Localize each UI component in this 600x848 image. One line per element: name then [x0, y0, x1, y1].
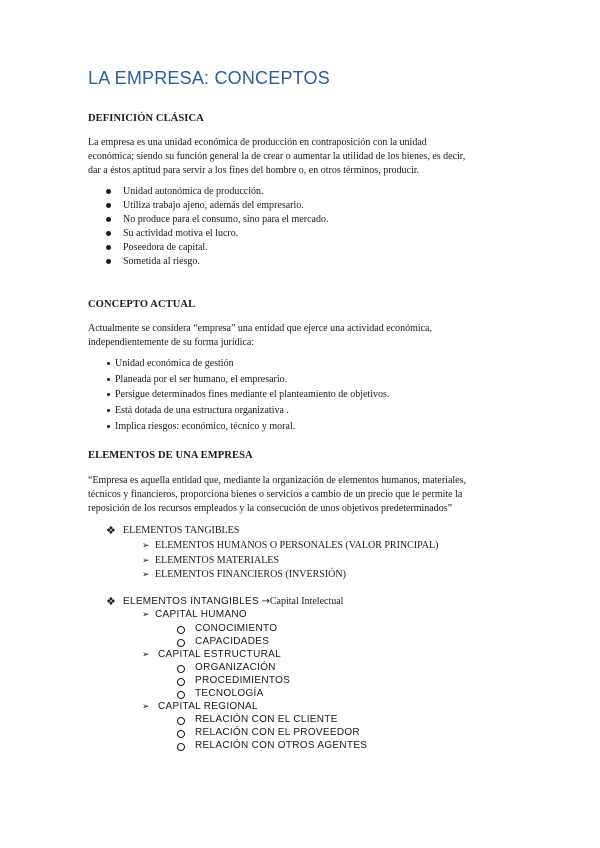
bullet-icon [106, 189, 111, 194]
list-item-text: Implica riesgos: económico, técnico y moral. [115, 421, 296, 432]
list-item-text: Su actividad motiva el lucro. [123, 228, 239, 239]
list-item-text: No produce para el consumo, sino para el mercado. [123, 214, 329, 225]
paragraph-line: La empresa es una unidad económica de producción en contraposición con la unidad [88, 137, 427, 148]
circle-bullet-icon [177, 741, 185, 752]
list-item-text: PROCEDIMIENTOS [195, 675, 291, 686]
bullet-icon [106, 259, 111, 264]
group-label: CAPITAL ESTRUCTURAL [158, 649, 281, 660]
list-item-text: ELEMENTOS MATERIALES [155, 555, 279, 566]
tangibles-label: ELEMENTOS TANGIBLES [123, 525, 240, 536]
list-item [107, 374, 110, 385]
list-item [107, 405, 110, 416]
list-item [106, 186, 111, 197]
bullet-icon [106, 203, 111, 208]
list-item [107, 358, 110, 369]
list-item-text: RELACIÓN CON EL PROVEEDOR [195, 727, 360, 738]
circle-bullet-icon [177, 715, 185, 726]
intangibles-note: Capital Intelectual [269, 596, 344, 607]
diamond-bullet-icon: ❖ [106, 596, 116, 608]
section-heading-concepto: CONCEPTO ACTUAL [88, 299, 196, 310]
bullet-icon [106, 231, 111, 236]
list-item-text: TECNOLOGÍA [195, 688, 264, 699]
bullet-icon [107, 378, 110, 381]
arrow-bullet-icon: ➢ [142, 556, 150, 566]
circle-bullet-icon [177, 637, 185, 648]
list-item-text: ORGANIZACIÓN [195, 662, 276, 673]
paragraph-line: independientemente de su forma jurídica: [88, 337, 255, 348]
quote-line: técnicos y financieros, proporciona bienes o servicios a cambio de un precio que le permite la [88, 489, 463, 500]
list-item-text: Sometida al riesgo. [123, 256, 200, 267]
circle-bullet-icon [177, 624, 185, 635]
list-item-text: CONOCIMIENTO [195, 623, 278, 634]
page-title: LA EMPRESA: CONCEPTOS [88, 68, 330, 88]
circle-bullet-icon [177, 663, 185, 674]
circle-bullet-icon [177, 676, 185, 687]
list-item [106, 200, 111, 211]
arrow-bullet-icon: ➢ [142, 570, 150, 580]
bullet-icon [107, 362, 110, 365]
arrow-bullet-icon: ➢ [142, 650, 150, 660]
list-item-text: ELEMENTOS FINANCIEROS (INVERSIÓN) [155, 569, 346, 580]
list-item [106, 256, 111, 267]
arrow-bullet-icon: ➢ [142, 702, 150, 712]
bullet-icon [106, 245, 111, 250]
list-item-text: Unidad económica de gestión [115, 358, 234, 369]
paragraph-line: dar a éstos aptitud para servir a los fines del hombre o, en otros términos, producir. [88, 165, 420, 176]
bullet-icon [107, 409, 110, 412]
quote-line: reposición de los recursos empleados y la consecución de unos objetivos predeterminados” [88, 503, 453, 514]
list-item-text: Persigue determinados fines mediante el planteamiento de objetivos. [115, 389, 390, 400]
quote-line: “Empresa es aquella entidad que, mediante la organización de elementos humanos, materiales, [88, 475, 467, 486]
bullet-icon [107, 425, 110, 428]
bullet-icon [106, 217, 111, 222]
list-item-text: Está dotada de una estructura organizativa . [115, 405, 289, 416]
arrow-bullet-icon: ➢ [142, 541, 150, 551]
list-item-text: Poseedora de capital. [123, 242, 208, 253]
list-item [107, 421, 110, 432]
list-item-text: RELACIÓN CON EL CLIENTE [195, 714, 338, 725]
circle-bullet-icon [177, 689, 185, 700]
group-label: CAPITAL HUMANO [155, 609, 247, 620]
list-item [106, 242, 111, 253]
paragraph-line: económica; siendo su función general la de crear o aumentar la utilidad de los bienes, es decir, [88, 151, 466, 162]
intangibles-line [123, 596, 343, 607]
right-arrow-icon: → [261, 596, 270, 607]
list-item [106, 214, 111, 225]
list-item-text: ELEMENTOS HUMANOS O PERSONALES (VALOR PRINCIPAL) [155, 540, 439, 551]
group-label: CAPITAL REGIONAL [158, 701, 258, 712]
list-item-text: CAPACIDADES [195, 636, 270, 647]
paragraph-line: Actualmente se considera “empresa” una entidad que ejerce una actividad económica, [88, 323, 432, 334]
intangibles-label: ELEMENTOS INTANGIBLES [123, 596, 259, 607]
section-heading-elementos: ELEMENTOS DE UNA EMPRESA [88, 450, 253, 461]
diamond-bullet-icon: ❖ [106, 525, 116, 537]
list-item-text: Unidad autonómica de producción. [123, 186, 264, 197]
circle-bullet-icon [177, 728, 185, 739]
list-item-text: Utiliza trabajo ajeno, además del empresario. [123, 200, 304, 211]
list-item [107, 389, 110, 400]
section-heading-definicion: DEFINICIÓN CLÁSICA [88, 113, 204, 124]
list-item-text: RELACIÓN CON OTROS AGENTES [195, 740, 368, 751]
arrow-bullet-icon: ➢ [142, 610, 150, 620]
list-item [106, 228, 111, 239]
list-item-text: Planeada por el ser humano, el empresario. [115, 374, 288, 385]
bullet-icon [107, 393, 110, 396]
